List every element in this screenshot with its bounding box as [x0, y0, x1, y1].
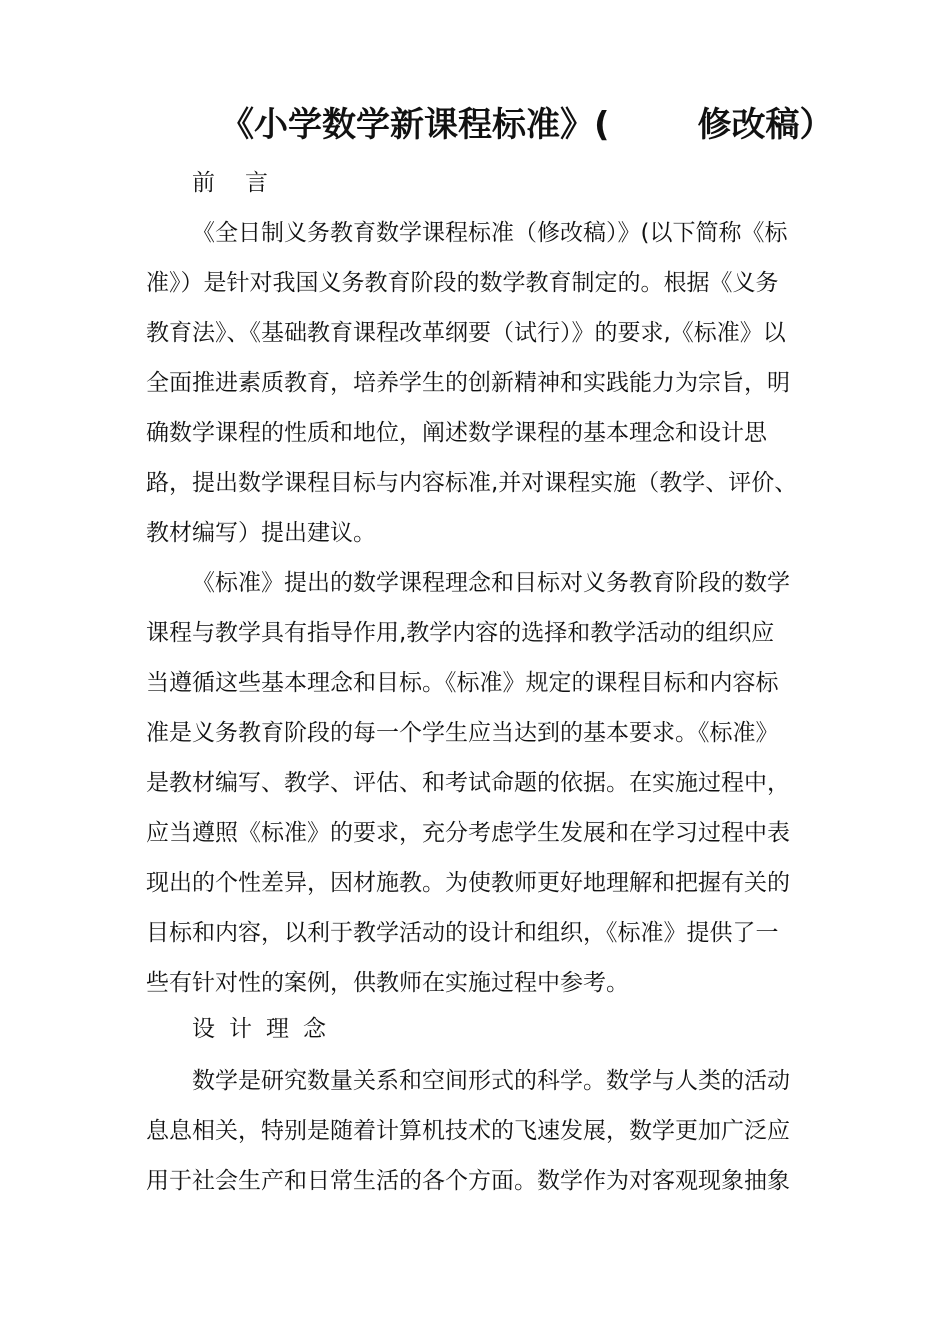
paragraph-2-line-7: 现出的个性差异，因材施教。为使教师更好地理解和把握有关的	[146, 870, 790, 896]
paragraph-3-line-1: 数学是研究数量关系和空间形式的科学。数学与人类的活动	[192, 1068, 790, 1094]
paragraph-1-line-1: 《全日制义务教育数学课程标准（修改稿）》(以下简称《标	[192, 220, 788, 246]
paragraph-2-line-9: 些有针对性的案例，供教师在实施过程中参考。	[146, 970, 629, 996]
paragraph-3-line-2: 息息相关，特别是随着计算机技术的飞速发展，数学更加广泛应	[146, 1118, 790, 1144]
foreword-heading: 前言	[192, 170, 298, 196]
title-main: 《小学数学新课程标准》(	[220, 105, 610, 145]
paragraph-1-line-3: 教育法》、《基础教育课程改革纲要（试行）》的要求,《标准》以	[146, 320, 786, 346]
paragraph-1-line-7: 教材编写）提出建议。	[146, 520, 376, 546]
paragraph-2-line-5: 是教材编写、教学、评估、和考试命题的依据。在实施过程中，	[146, 770, 790, 796]
document-title	[220, 100, 840, 150]
paragraph-1-line-4: 全面推进素质教育，培养学生的创新精神和实践能力为宗旨，明	[146, 370, 790, 396]
paragraph-2-line-2: 课程与教学具有指导作用,教学内容的选择和教学活动的组织应	[146, 620, 775, 646]
paragraph-1-line-6: 路，提出数学课程目标与内容标准,并对课程实施（教学、评价、	[146, 470, 798, 496]
paragraph-2-line-6: 应当遵照《标准》的要求，充分考虑学生发展和在学习过程中表	[146, 820, 790, 846]
paragraph-3-line-3: 用于社会生产和日常生活的各个方面。数学作为对客观现象抽象	[146, 1168, 790, 1194]
title-tail: 修改稿）	[697, 105, 834, 145]
paragraph-1-line-2: 准》）是针对我国义务教育阶段的数学教育制定的。根据《义务	[146, 270, 779, 296]
paragraph-2-line-1: 《标准》提出的数学课程理念和目标对义务教育阶段的数学	[192, 570, 790, 596]
paragraph-2-line-8: 目标和内容，以利于教学活动的设计和组织，《标准》提供了一	[146, 920, 779, 946]
paragraph-2-line-3: 当遵循这些基本理念和目标。《标准》规定的课程目标和内容标	[146, 670, 779, 696]
design-heading: 设计理念	[192, 1016, 340, 1042]
paragraph-2-line-4: 准是义务教育阶段的每一个学生应当达到的基本要求。《标准》	[146, 720, 779, 746]
paragraph-1-line-5: 确数学课程的性质和地位，阐述数学课程的基本理念和设计思	[146, 420, 767, 446]
